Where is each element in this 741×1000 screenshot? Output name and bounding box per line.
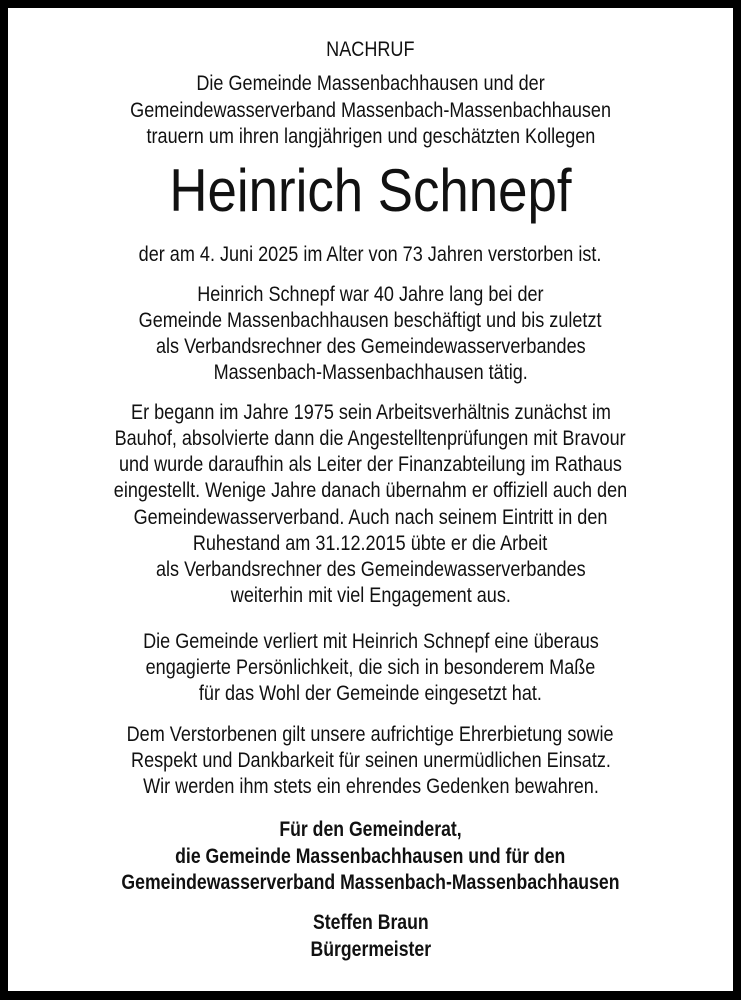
signer-name-text: Steffen Braun — [312, 911, 429, 934]
signoff-line — [8, 870, 733, 896]
signoff-text: die Gemeinde Massenbachhausen und für den — [175, 845, 566, 868]
intro-line — [8, 71, 733, 97]
paragraph-text: Die Gemeinde verliert mit Heinrich Schnepf eine überaus — [142, 630, 599, 653]
paragraph4-line — [8, 774, 733, 800]
death-line — [8, 242, 733, 268]
intro-line — [8, 124, 733, 150]
paragraph4-line — [8, 748, 733, 774]
intro-text: trauern um ihren langjährigen und geschätzten Kollegen — [146, 125, 595, 148]
obituary-notice — [8, 8, 733, 991]
paragraph-text: Respekt und Dankbarkeit für seinen unermüdlichen Einsatz. — [130, 749, 611, 772]
paragraph2-line — [8, 557, 733, 583]
paragraph-text: Ruhestand am 31.12.2015 übte er die Arbeit — [193, 532, 548, 555]
signer-name — [8, 910, 733, 936]
paragraph-text: eingestellt. Wenige Jahre danach übernahm er offiziell auch den — [113, 479, 628, 502]
paragraph-text: Er begann im Jahre 1975 sein Arbeitsverhältnis zunächst im — [130, 401, 611, 424]
paragraph3-line — [8, 655, 733, 681]
paragraph1-line — [8, 360, 733, 386]
paragraph-text: Gemeindewasserverband. Auch nach seinem Eintritt in den — [133, 506, 608, 529]
paragraph2-line — [8, 583, 733, 609]
paragraph-text: für das Wohl der Gemeinde eingesetzt hat. — [198, 682, 543, 705]
heading — [8, 37, 733, 63]
paragraph-text: Wir werden ihm stets ein ehrendes Gedenken bewahren. — [142, 775, 599, 798]
signoff-line — [8, 817, 733, 843]
paragraph2-line — [8, 531, 733, 557]
signoff-text: Gemeindewasserverband Massenbach-Massenbachhausen — [121, 871, 620, 894]
paragraph2-line — [8, 400, 733, 426]
paragraph-text: Gemeinde Massenbachhausen beschäftigt und bis zuletzt — [139, 309, 602, 332]
signoff-text: Für den Gemeinderat, — [279, 818, 462, 841]
intro-line — [8, 98, 733, 124]
paragraph-text: Dem Verstorbenen gilt unsere aufrichtige Ehrerbietung sowie — [127, 723, 614, 746]
paragraph2-line — [8, 426, 733, 452]
paragraph-text: Bauhof, absolvierte dann die Angestelltenprüfungen mit Bravour — [114, 427, 627, 450]
paragraph2-line — [8, 478, 733, 504]
paragraph1-line — [8, 282, 733, 308]
paragraph2-line — [8, 505, 733, 531]
deceased-name — [8, 158, 733, 224]
deceased-name-text: Heinrich Schnepf — [169, 157, 572, 224]
signoff-line — [8, 844, 733, 870]
paragraph-text: als Verbandsrechner des Gemeindewasserverbandes — [155, 558, 586, 581]
paragraph3-line — [8, 629, 733, 655]
paragraph-text: engagierte Persönlichkeit, die sich in besonderem Maße — [145, 656, 596, 679]
paragraph-text: als Verbandsrechner des Gemeindewasserverbandes — [155, 335, 586, 358]
heading-text: NACHRUF — [326, 38, 415, 61]
paragraph3-line — [8, 681, 733, 707]
paragraph2-line — [8, 452, 733, 478]
paragraph1-line — [8, 334, 733, 360]
signer-title-text: Bürgermeister — [310, 938, 431, 961]
paragraph-text: Massenbach-Massenbachhausen tätig. — [213, 361, 528, 384]
paragraph4-line — [8, 722, 733, 748]
death-line-text: der am 4. Juni 2025 im Alter von 73 Jahren verstorben ist. — [139, 243, 602, 266]
paragraph-text: Heinrich Schnepf war 40 Jahre lang bei der — [197, 283, 544, 306]
paragraph1-line — [8, 308, 733, 334]
intro-text: Die Gemeinde Massenbachhausen und der — [196, 72, 545, 95]
intro-text: Gemeindewasserverband Massenbach-Massenbachhausen — [130, 99, 611, 122]
paragraph-text: weiterhin mit viel Engagement aus. — [230, 584, 511, 607]
paragraph-text: und wurde daraufhin als Leiter der Finanzabteilung im Rathaus — [119, 453, 622, 476]
signer-title — [8, 937, 733, 963]
